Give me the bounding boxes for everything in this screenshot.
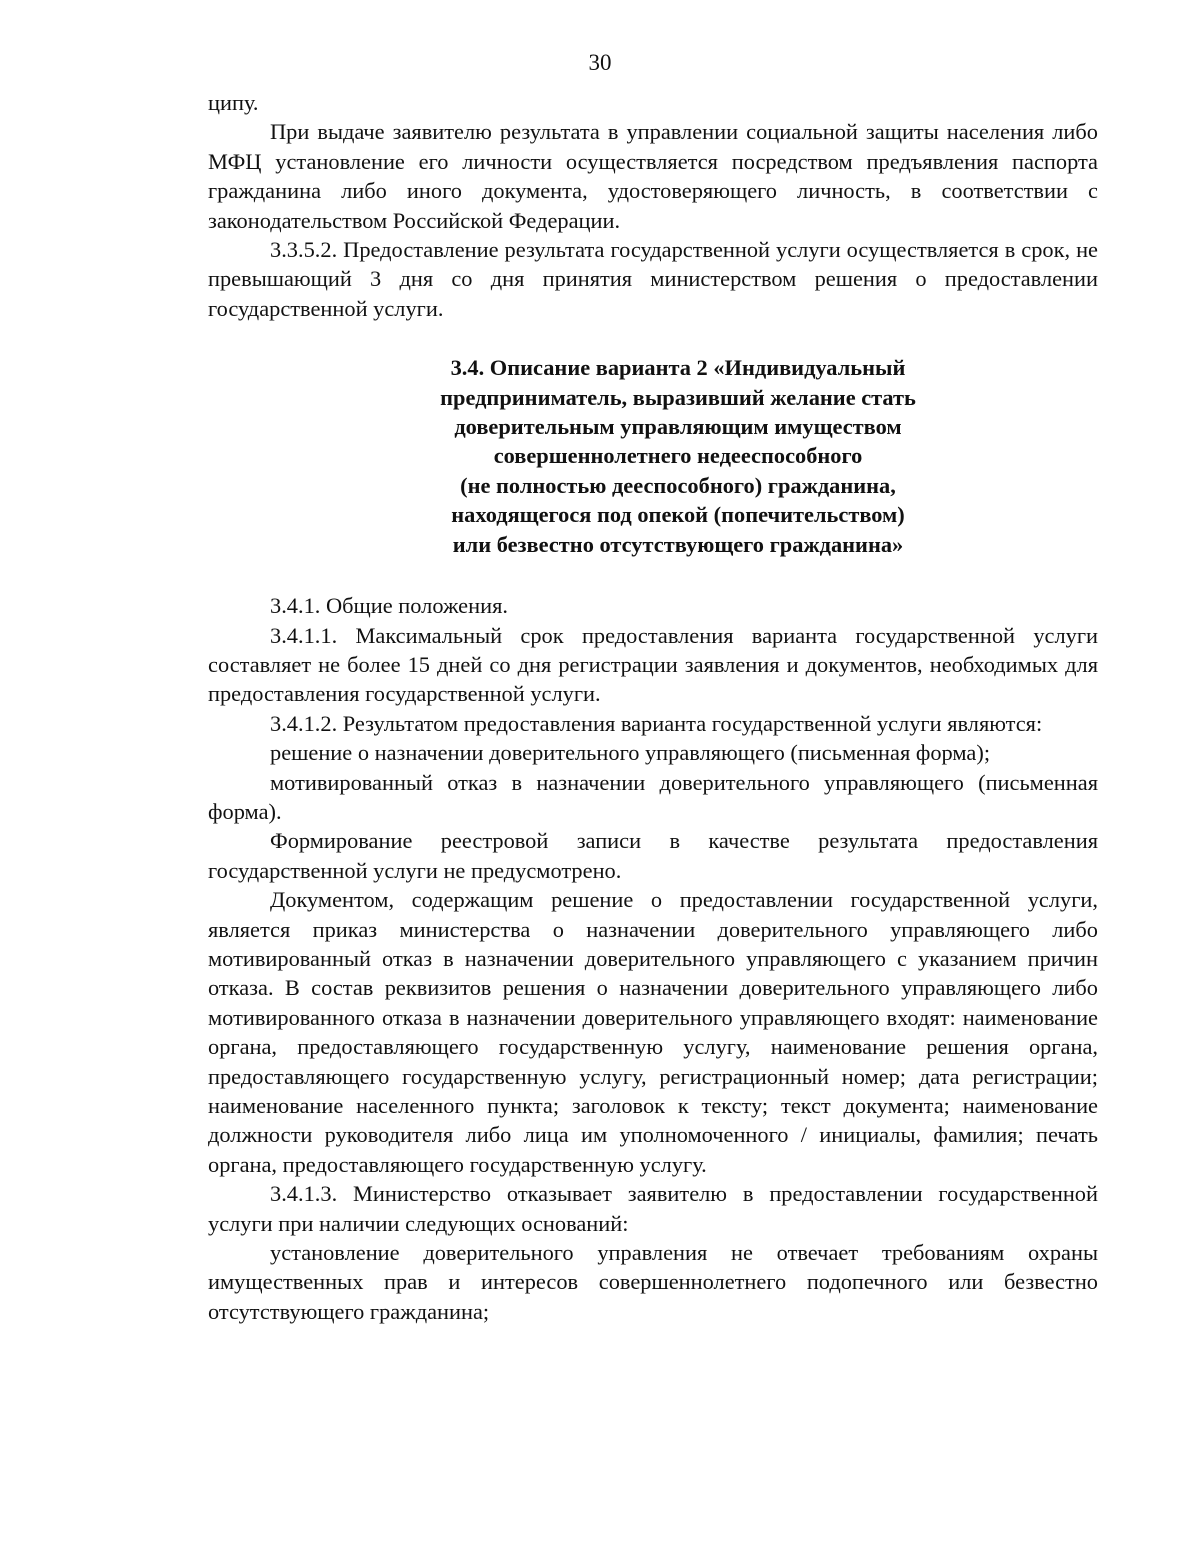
paragraph-identity: При выдаче заявителю результата в управлении социальной защиты населения либо МФЦ установление его личности осуществляется посредством предъявления паспорта гражданина либо иного документа, удостоверяющего личность, в соответствии с законодательством Российской Федерации. [208,119,1098,233]
paragraph-3-4-1: 3.4.1. Общие положения. [270,593,508,619]
heading-line: или безвестно отсутствующего гражданина» [452,531,904,557]
heading-line: совершеннолетнего недееспособного [493,443,863,469]
heading-line: находящегося под опекой (попечительством) [451,502,905,528]
heading-line: 3.4. Описание варианта 2 «Индивидуальный [450,355,906,381]
paragraph-3-4-1-3: 3.4.1.3. Министерство отказывает заявителю в предоставлении государственной услуги при наличии следующих оснований: [208,1181,1098,1236]
heading-line: предприниматель, выразивший желание стать [440,384,916,410]
paragraph-result-decision: решение о назначении доверительного управляющего (письменная форма); [270,740,991,766]
heading-line: доверительным управляющим имуществом [454,414,902,440]
paragraph-continuation: ципу. [208,90,259,115]
paragraph-result-refusal: мотивированный отказ в назначении доверительного управляющего (письменная форма). [208,769,1098,824]
section-heading-3-4 [208,353,1098,559]
paragraph-decision-document: Документом, содержащим решение о предоставлении государственной услуги, является приказ министерства о назначении доверительного управляющего либо мотивированный отказ в назначении доверительного управляющего с указанием причин отказа. В состав реквизитов решения о назначении доверительного управляющего либо мотивированного отказа в назначении доверительного управляющего входят: наименование органа, предоставляющего государственную услугу, наименование решения органа, предоставляющего государственную услугу, регистрационный номер; дата регистрации; наименование населенного пункта; заголовок к тексту; текст документа; наименование должности руководителя либо лица им уполномоченного / инициалы, фамилия; печать органа, предоставляющего государственную услугу. [208,887,1098,1177]
paragraph-3-4-1-2: 3.4.1.2. Результатом предоставления варианта государственной услуги являются: [270,710,1043,736]
paragraph-3-4-1-1: 3.4.1.1. Максимальный срок предоставления варианта государственной услуги составляет не более 15 дней со дня регистрации заявления и документов, необходимых для предоставления государственной услуги. [208,622,1098,707]
document-body [208,88,1098,1326]
heading-line: (не полностью дееспособного) гражданина, [460,472,896,498]
paragraph-3-3-5-2: 3.3.5.2. Предоставление результата государственной услуги осуществляется в срок, не превышающий 3 дня со дня принятия министерством решения о предоставлении государственной услуги. [208,237,1098,321]
paragraph-registry-record: Формирование реестровой записи в качестве результата предоставления государственной услуги не предусмотрено. [208,828,1098,883]
page-number: 30 [588,50,612,75]
paragraph-refusal-ground: установление доверительного управления не отвечает требованиям охраны имущественных прав и интересов совершеннолетнего подопечного или безвестно отсутствующего гражданина; [208,1240,1098,1324]
